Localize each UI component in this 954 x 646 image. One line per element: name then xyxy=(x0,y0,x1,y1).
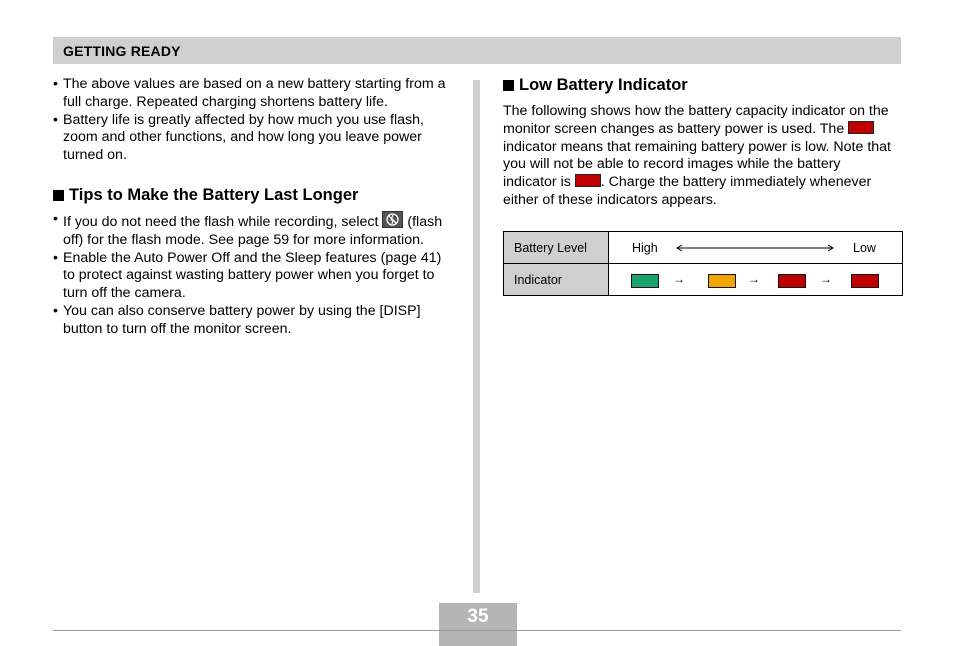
battery-full-icon xyxy=(631,274,659,288)
indicator-label-cell xyxy=(504,264,609,295)
heading-square-icon xyxy=(503,80,514,91)
column-divider xyxy=(473,80,480,593)
tip1-text-after: (flash off) for the flash mode. See page 59 for more information. xyxy=(63,213,443,248)
battery-level-table xyxy=(503,231,903,296)
arrow-right-icon: → xyxy=(820,272,832,286)
battery-level-label: Battery Level xyxy=(514,241,587,255)
intro-bullet-2: • Battery life is greatly affected by how much you use flash, zoom and other functions, and how long you leave power turned on. xyxy=(53,112,453,165)
low-battery-heading-text: Low Battery Indicator xyxy=(519,76,688,94)
flash-off-icon xyxy=(382,211,403,228)
battery-low-icon xyxy=(778,274,806,288)
paragraph-part-1: The following shows how the battery capacity indicator on the monitor screen changes as battery power is used. The xyxy=(503,103,889,137)
battery-half-icon xyxy=(708,274,736,288)
tip-bullet-2: • Enable the Auto Power Off and the Sleep features (page 41) to protect against wasting battery power when you forget to turn off the camera. xyxy=(53,250,453,303)
arrow-right-icon: → xyxy=(673,272,685,286)
battery-level-label-cell xyxy=(504,232,609,263)
paragraph-part-2: indicator means that remaining battery power is low. Note that you will not be able to record images while the battery indicator is xyxy=(503,138,891,191)
right-column xyxy=(503,76,903,210)
tip-bullet-1 xyxy=(53,211,453,250)
paragraph-part-3: . Charge the battery immediately whenever either of these indicators appears. xyxy=(503,174,872,208)
section-header-title: GETTING READY xyxy=(63,43,181,59)
level-low-label: Low xyxy=(853,241,876,255)
arrow-right-icon: → xyxy=(748,272,760,286)
intro-bullet-1: • The above values are based on a new battery starting from a full charge. Repeated charging shortens battery life. xyxy=(53,76,453,112)
level-high-label: High xyxy=(632,241,658,255)
tip1-text-before: If you do not need the flash while recording, select xyxy=(63,213,379,230)
heading-square-icon xyxy=(53,190,64,201)
tips-bullet-list xyxy=(53,211,453,339)
level-arrow-icon xyxy=(676,243,836,253)
tips-heading-text: Tips to Make the Battery Last Longer xyxy=(69,185,359,204)
left-column xyxy=(53,76,453,339)
intro-bullet-list xyxy=(53,76,453,165)
page-number: 35 xyxy=(467,606,489,627)
tips-heading xyxy=(53,186,453,205)
empty-battery-icon xyxy=(575,174,601,187)
battery-empty-icon xyxy=(851,274,879,288)
section-header-bar xyxy=(53,37,901,64)
low-battery-heading xyxy=(503,76,903,95)
low-battery-paragraph xyxy=(503,103,898,210)
low-battery-icon xyxy=(848,121,874,134)
tip-bullet-3: • You can also conserve battery power by using the [DISP] button to turn off the monitor screen. xyxy=(53,303,453,339)
page-number-box xyxy=(439,603,517,646)
indicator-label: Indicator xyxy=(514,273,562,287)
